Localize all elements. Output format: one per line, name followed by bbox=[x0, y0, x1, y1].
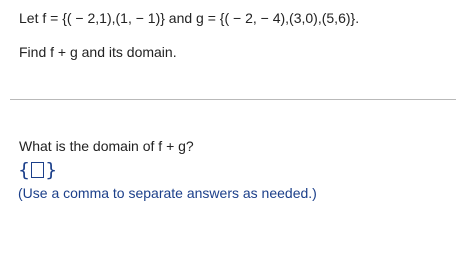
problem-statement: Let f = {( − 2,1),(1, − 1)} and g = {( − 2, − 4),(3,0),(5,6)}. bbox=[19, 10, 360, 26]
question-prompt: What is the domain of f + g? bbox=[19, 138, 194, 154]
section-divider bbox=[10, 99, 456, 100]
open-brace: { bbox=[18, 159, 31, 181]
domain-answer-field bbox=[18, 158, 57, 182]
domain-answer-input[interactable] bbox=[31, 162, 44, 178]
problem-instruction: Find f + g and its domain. bbox=[19, 44, 177, 60]
close-brace: } bbox=[45, 159, 58, 181]
answer-format-hint: (Use a comma to separate answers as needed.) bbox=[18, 185, 317, 201]
